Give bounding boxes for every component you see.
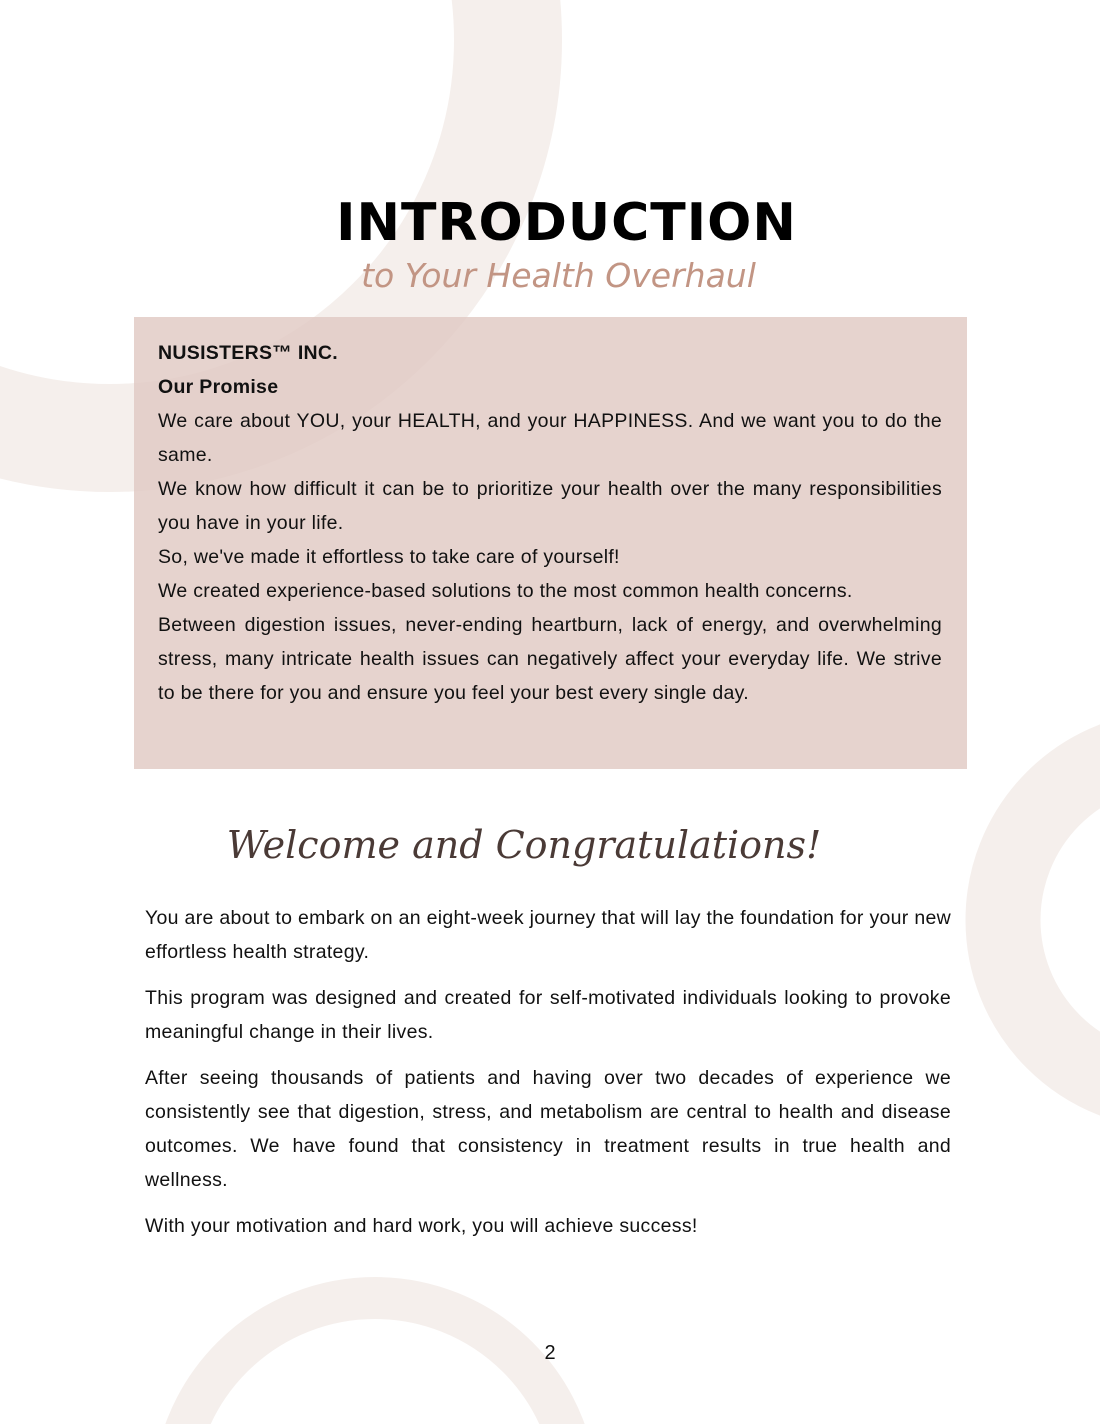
promise-paragraph: So, we've made it effortless to take care of yourself!: [158, 546, 620, 568]
body-paragraph: After seeing thousands of patients and having over two decades of experience we consistently see that digestion, stress, and metabolism are central to health and disease outcomes. We have found that consistency in treatment results in true health and wellness.: [145, 1067, 951, 1191]
body-paragraph: With your motivation and hard work, you will achieve success!: [145, 1215, 698, 1237]
company-name: NUSISTERS™ INC.: [158, 342, 339, 364]
promise-box: [134, 317, 967, 769]
promise-paragraph: We created experience-based solutions to the most common health concerns.: [158, 580, 853, 602]
page-title: INTRODUCTION: [336, 193, 797, 253]
body-text: [145, 901, 951, 1255]
promise-heading: Our Promise: [158, 376, 279, 398]
page-subtitle: to Your Health Overhaul: [361, 256, 756, 295]
body-paragraph: You are about to embark on an eight-week journey that will lay the foundation for your new effortless health strategy.: [145, 907, 951, 963]
body-paragraph: This program was designed and created for self-motivated individuals looking to provoke meaningful change in their lives.: [145, 987, 951, 1043]
promise-paragraph: We know how difficult it can be to prioritize your health over the many responsibilities you have in your life.: [158, 478, 942, 534]
promise-paragraph: Between digestion issues, never-ending heartburn, lack of energy, and overwhelming stress, many intricate health issues can negatively affect your everyday life. We strive to be there for you and ensure you feel your best every single day.: [158, 614, 942, 704]
page-number: 2: [544, 1342, 556, 1364]
welcome-heading: Welcome and Congratulations!: [226, 823, 822, 867]
promise-paragraph: We care about YOU, your HEALTH, and your HAPPINESS. And we want you to do the same.: [158, 410, 942, 466]
right-ring: [1003, 748, 1100, 1092]
